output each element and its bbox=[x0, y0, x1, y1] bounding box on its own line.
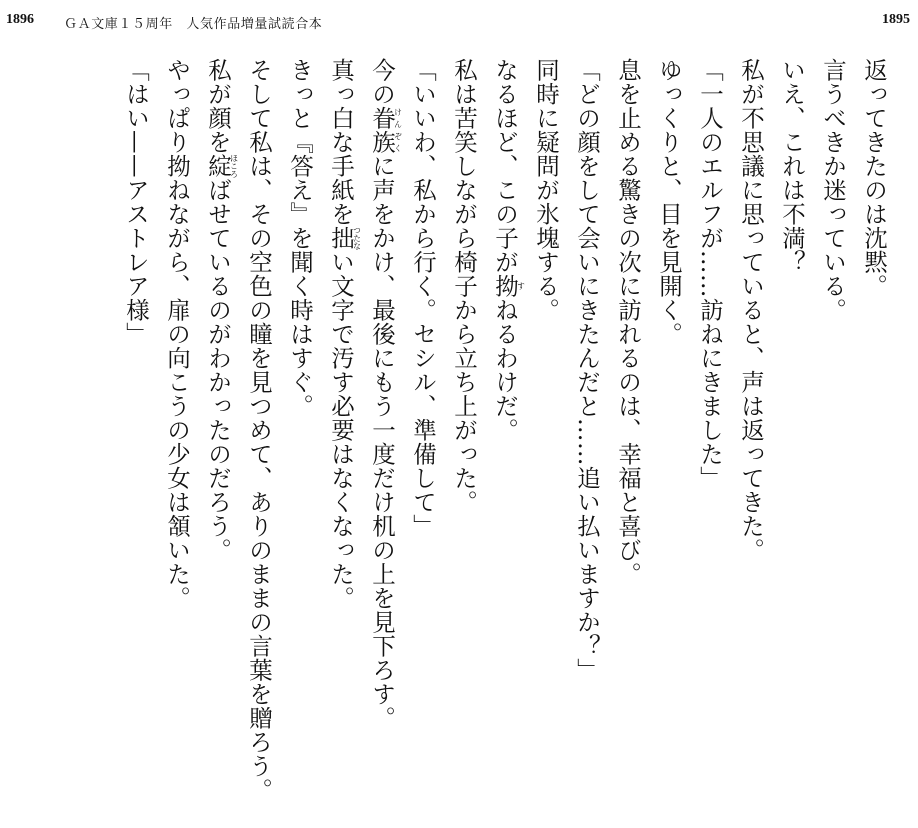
left-page-number: 1896 bbox=[6, 12, 34, 27]
ruby-base: 綻 bbox=[204, 154, 232, 178]
text-segment: 今の bbox=[368, 58, 396, 106]
text-line: やっぱり拗ねながら、扉の向こうの少女は頷いた。 bbox=[163, 58, 191, 610]
right-page-number: 1895 bbox=[882, 12, 910, 27]
text-line: 「はい——アストレア様」 bbox=[122, 58, 150, 346]
ruby-word bbox=[368, 106, 403, 154]
ruby-reading: つたな bbox=[352, 226, 362, 250]
page-header bbox=[0, 10, 918, 36]
ruby-reading: す bbox=[516, 274, 526, 298]
text-line-ruby bbox=[402, 58, 443, 818]
text-line-ruby bbox=[361, 58, 402, 818]
ruby-base: 拗 bbox=[491, 274, 519, 298]
ruby-word bbox=[491, 274, 526, 298]
text-segment: い文字で汚す必要はなくなった。 bbox=[327, 250, 355, 610]
ruby-base: 眷族 bbox=[368, 106, 396, 154]
ruby-reading: ほころ bbox=[229, 154, 239, 178]
text-line: 返ってきたのは沈黙。 bbox=[860, 58, 888, 298]
ruby-word bbox=[327, 226, 362, 250]
text-line: 私は苦笑しながら椅子から立ち上がった。 bbox=[450, 58, 478, 514]
text-segment: 「いいわ、私から行く。セシル、準備して」 bbox=[409, 58, 437, 538]
ruby-base: 拙 bbox=[327, 226, 355, 250]
text-line: 同時に疑問が氷塊する。 bbox=[532, 58, 560, 322]
text-line-ruby bbox=[197, 58, 238, 818]
text-line: 「一人のエルフが……訪ねにきました」 bbox=[696, 58, 724, 490]
text-segment: 私が顔を bbox=[204, 58, 232, 154]
text-line: 言うべきか迷っている。 bbox=[819, 58, 847, 322]
text-line: 息を止める驚きの次に訪れるのは、幸福と喜び。 bbox=[614, 58, 642, 586]
ruby-word bbox=[204, 154, 239, 178]
text-line: いえ、これは不満？ bbox=[778, 58, 806, 274]
ruby-reading: けんぞく bbox=[393, 106, 403, 154]
text-line-ruby bbox=[484, 58, 525, 818]
text-segment: に声をかけ、最後にもう一度だけ机の上を見下ろす。 bbox=[368, 154, 396, 730]
text-line: ゆっくりと、目を見開く。 bbox=[655, 58, 683, 346]
text-segment: ばせているのがわかったのだろう。 bbox=[204, 178, 232, 562]
text-line: きっと『答え』を聞く時はすぐ。 bbox=[286, 58, 314, 418]
text-line: 私が不思議に思っていると、声は返ってきた。 bbox=[737, 58, 765, 562]
text-line: 「どの顔をして会いにきたんだと……追い払いますか？」 bbox=[573, 58, 601, 682]
text-segment: 真っ白な手紙を bbox=[327, 58, 355, 226]
vertical-body-text bbox=[8, 58, 894, 818]
text-segment: ねるわけだ。 bbox=[491, 298, 519, 442]
text-line-ruby bbox=[320, 58, 361, 818]
text-segment: なるほど、この子が bbox=[491, 58, 519, 274]
text-line: そして私は、その空色の瞳を見つめて、ありのままの言葉を贈ろう。 bbox=[245, 58, 273, 802]
running-title: ＧＡ文庫１５周年 人気作品増量試読合本 bbox=[64, 17, 323, 32]
